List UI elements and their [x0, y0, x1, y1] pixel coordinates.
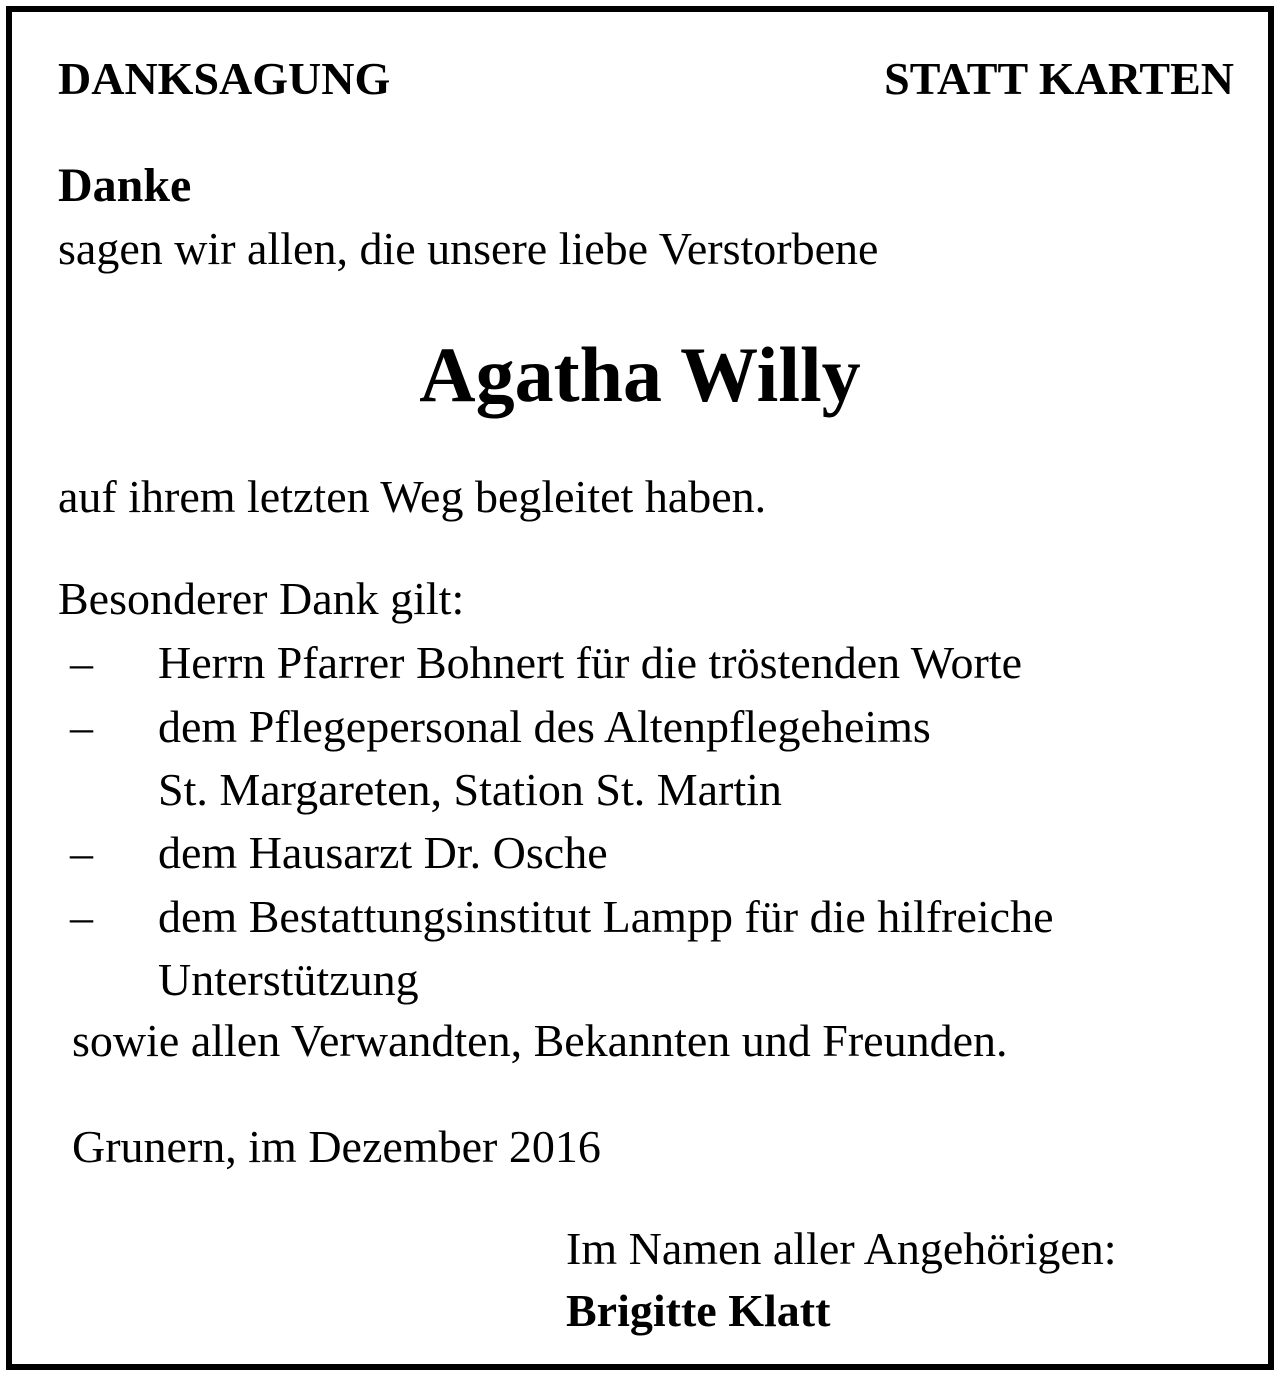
- deceased-name: Agatha Willy: [419, 331, 861, 418]
- header-right-label: STATT KARTEN: [884, 53, 1234, 104]
- special-thanks-label: Besonderer Dank gilt:: [58, 573, 465, 624]
- list-dash: –: [70, 827, 93, 878]
- list-dash: –: [70, 701, 93, 752]
- list-item-text: Herrn Pfarrer Bohnert für die tröstenden Worte: [158, 637, 1023, 688]
- list-dash: –: [70, 637, 93, 688]
- place-date: Grunern, im Dezember 2016: [72, 1121, 601, 1172]
- heading-danke: Danke: [58, 159, 192, 212]
- intro-line: sagen wir allen, die unsere liebe Verstorbene: [58, 223, 879, 274]
- list-item-text: dem Pflegepersonal des Altenpflegeheims St. Margareten, Station St. Martin: [158, 701, 931, 815]
- header-left-label: DANKSAGUNG: [58, 53, 391, 104]
- list-item-text: dem Bestattungsinstitut Lampp für die hilfreiche Unterstützung: [158, 891, 1054, 1005]
- others-line: sowie allen Verwandten, Bekannten und Freunden.: [72, 1015, 1008, 1066]
- signoff-label: Im Namen aller Angehörigen:: [566, 1223, 1117, 1274]
- notice-frame: [6, 6, 1274, 1370]
- closing-line: auf ihrem letzten Weg begleitet haben.: [58, 471, 767, 522]
- signer-name: Brigitte Klatt: [566, 1285, 831, 1336]
- list-item-text: dem Hausarzt Dr. Osche: [158, 827, 608, 878]
- list-dash: –: [70, 891, 93, 942]
